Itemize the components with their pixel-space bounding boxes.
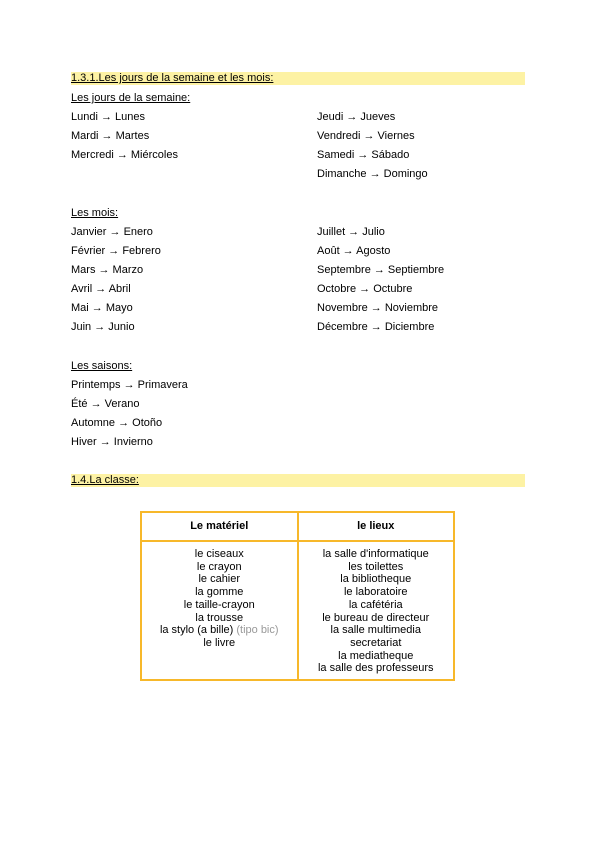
materiel-item-with-note [142, 624, 297, 637]
materiel-item: le livre [203, 636, 236, 649]
lieux-item: la mediatheque [338, 649, 414, 662]
month-entry: Février → Febrero [71, 245, 161, 258]
materiel-item: la trousse [195, 611, 244, 624]
season-entry: Hiver → Invierno [71, 436, 153, 449]
materiel-item: le ciseaux [194, 548, 244, 560]
lieux-item: la salle d'informatique [322, 548, 429, 560]
day-entry: Jeudi → Jueves [317, 111, 396, 123]
table-header-materiel: Le matériel [142, 513, 299, 540]
day-entry: Vendredi → Viernes [317, 130, 415, 143]
day-entry: Mercredi → Miércoles [71, 149, 178, 162]
materiel-item: le crayon [196, 560, 242, 573]
months-list-right [317, 226, 444, 341]
month-entry: Mai → Mayo [71, 302, 133, 315]
month-entry: Décembre → Diciembre [317, 321, 435, 334]
month-entry: Avril → Abril [71, 283, 131, 296]
table-body-row [142, 542, 453, 681]
lieux-item: la salle multimedia [330, 624, 421, 637]
classroom-vocab-table [140, 511, 455, 681]
materiel-item: le taille-crayon [183, 598, 255, 611]
month-entry: Septembre → Septiembre [317, 264, 445, 277]
month-entry: Juin → Junio [71, 321, 135, 334]
months-subheading: Les mois: [71, 207, 119, 219]
materiel-item: le cahier [198, 573, 241, 586]
season-entry: Automne → Otoño [71, 417, 163, 430]
lieux-item: la salle des professeurs [317, 662, 434, 675]
materiel-note: (tipo bic) [236, 624, 279, 637]
month-entry: Novembre → Noviembre [317, 302, 439, 315]
season-entry: Été → Verano [71, 398, 140, 411]
table-header-row [142, 513, 453, 542]
table-header-lieux: le lieux [357, 520, 395, 532]
day-entry: Dimanche → Domingo [317, 168, 428, 181]
days-list-left [71, 111, 178, 168]
section-heading-days-months: 1.3.1.Les jours de la semaine et les mois: [71, 72, 525, 85]
months-list-left [71, 226, 161, 341]
month-entry: Juillet → Julio [317, 226, 385, 238]
day-entry: Mardi → Martes [71, 130, 150, 143]
materiel-item: la gomme [195, 586, 244, 599]
lieux-item: la cafétéria [348, 598, 403, 611]
days-list-right [317, 111, 428, 187]
lieux-item: le laboratoire [343, 586, 408, 599]
lieux-item: les toilettes [348, 560, 404, 573]
days-subheading: Les jours de la semaine: [71, 92, 191, 104]
month-entry: Octobre → Octubre [317, 283, 413, 296]
seasons-list [71, 379, 188, 455]
lieux-column [299, 542, 454, 681]
month-entry: Janvier → Enero [71, 226, 153, 238]
materiel-column [142, 542, 299, 681]
month-entry: Août → Agosto [317, 245, 391, 258]
section-heading-classroom: 1.4.La classe: [71, 474, 525, 487]
seasons-subheading: Les saisons: [71, 360, 133, 372]
lieux-item: la bibliotheque [340, 573, 412, 586]
materiel-item: la stylo (a bille) [159, 624, 234, 637]
day-entry: Lundi → Lunes [71, 111, 145, 123]
month-entry: Mars → Marzo [71, 264, 144, 277]
season-entry: Printemps → Primavera [71, 379, 188, 391]
day-entry: Samedi → Sábado [317, 149, 410, 162]
lieux-item: secretariat [350, 636, 402, 649]
lieux-item: le bureau de directeur [322, 611, 430, 624]
